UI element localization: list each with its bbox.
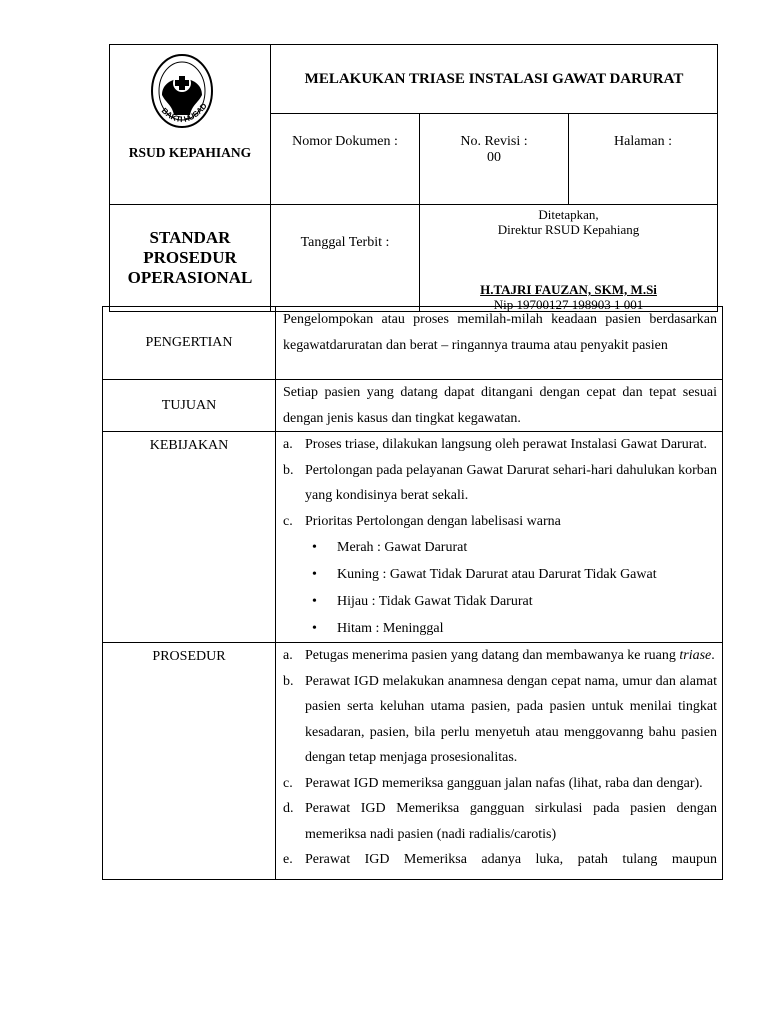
approved-line: Ditetapkan, (538, 207, 599, 222)
bakti-husada-logo-icon (148, 53, 216, 133)
kebijakan-content (276, 432, 723, 643)
signer-name: H.TAJRI FAUZAN, SKM, M.Si (480, 282, 657, 297)
sop-content-table (102, 306, 723, 880)
bullet-icon: • (312, 540, 317, 555)
kebijakan-label: KEBIJAKAN (103, 432, 276, 643)
revision-value: 00 (487, 150, 501, 165)
document-title: MELAKUKAN TRIASE INSTALASI GAWAT DARURAT (271, 45, 718, 114)
issue-date-label: Tanggal Terbit : (271, 205, 420, 312)
pengertian-content: Pengelompokan atau proses memilah-milah keadaan pasien berdasarkan kegawatdaruratan dan berat – ringannya trauma atau penyakit pasien (276, 307, 723, 380)
tujuan-label: TUJUAN (103, 380, 276, 432)
page-label: Halaman : (569, 114, 718, 205)
prosedur-label: PROSEDUR (103, 643, 276, 880)
revision-cell (420, 114, 569, 205)
color-label-list (283, 534, 717, 642)
signer-nip: Nip 19700127 198903 1 001 (493, 297, 644, 312)
document-header-table (109, 44, 718, 312)
list-item: d. Perawat IGD Memeriksa gangguan sirkulasi pada pasien dengan memeriksa nadi pasien (nadi radialis/carotis) (283, 801, 717, 842)
pengertian-label: PENGERTIAN (103, 307, 276, 380)
prosedur-content (276, 643, 723, 880)
bullet-icon: • (312, 567, 317, 582)
list-item: c. Prioritas Pertolongan dengan labelisasi warna (283, 513, 561, 529)
bullet-icon: • (312, 594, 317, 609)
sop-heading: STANDAR PROSEDUR OPERASIONAL (110, 205, 271, 312)
list-item: • Hijau : Tidak Gawat Tidak Darurat (310, 588, 717, 615)
list-item: e. Perawat IGD Memeriksa adanya luka, patah tulang maupun (283, 852, 717, 867)
logo-text: BAKTI HUSAD (159, 101, 209, 125)
document-number-label: Nomor Dokumen : (271, 114, 420, 205)
triase-term: triase (679, 648, 712, 663)
logo-cell (110, 45, 271, 205)
list-item: b. Pertolongan pada pelayanan Gawat Darurat sehari-hari dahulukan korban yang kondisinya berat sekali. (283, 462, 717, 503)
revision-label: No. Revisi : (460, 134, 528, 149)
list-item: a. Proses triase, dilakukan langsung oleh perawat Instalasi Gawat Darurat. (283, 437, 707, 452)
hospital-name: RSUD KEPAHIANG (128, 145, 252, 160)
list-item: c. Perawat IGD memeriksa gangguan jalan nafas (lihat, raba dan dengar). (283, 775, 703, 791)
list-item: b. Perawat IGD melakukan anamnesa dengan cepat nama, umur dan alamat pasien serta keluhan utama pasien, pada pasien untuk menilai tingkat kesadaran, pasien, bila perlu menyetuh atau menggovanng bahu pasien dengan tetap menjaga prosesionalitas. (283, 673, 717, 765)
bullet-icon: • (312, 621, 317, 636)
list-item: • Kuning : Gawat Tidak Darurat atau Darurat Tidak Gawat (310, 561, 717, 588)
tujuan-content: Setiap pasien yang datang dapat ditangani dengan cepat dan tepat sesuai dengan jenis kasus dan tingkat kegawatan. (276, 380, 723, 432)
approver-title: Direktur RSUD Kepahiang (497, 222, 640, 237)
list-item: • Hitam : Meninggal (310, 615, 717, 642)
list-item: a. Petugas menerima pasien yang datang dan membawanya ke ruang triase. (283, 648, 715, 663)
approval-cell (420, 205, 718, 312)
list-item: • Merah : Gawat Darurat (310, 534, 717, 561)
